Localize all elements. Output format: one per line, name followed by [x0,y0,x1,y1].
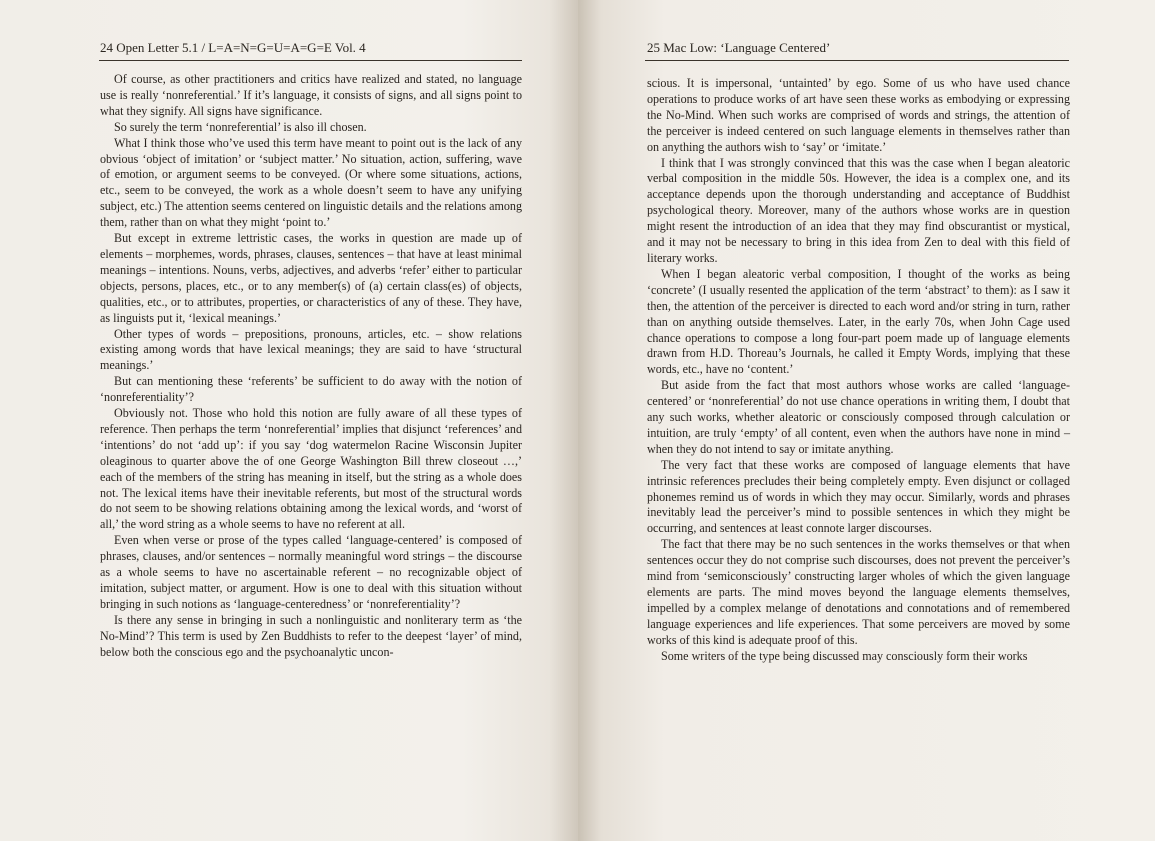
paragraph: But except in extreme lettristic cases, the works in question are made up of elements – morphemes, words, phrases, clauses, sentences – that have at least minimal meanings – intentions. Nouns, verbs, adjectives, and adverbs ‘refer’ either to particular objects, persons, places, etc., or to any member(s) of (a) certain class(es) of objects, qualities, etc., or to attributes, properties, or characteristics of any of these. They have, as linguists put it, ‘lexical meanings.’ [100,231,522,325]
left-page-body [100,72,522,661]
paragraph: But aside from the fact that most authors whose works are called ‘language-centered’ or ‘nonreferential’ do not use chance operations in writing them, I doubt that any such works, whether aleatoric or consciously composed through calculation or intuition, are truly ‘empty’ of all content, even when the authors have none in mind – when they do not intend to say or imitate anything. [647,378,1070,456]
paragraph: scious. It is impersonal, ‘untainted’ by ego. Some of us who have used chance operations to produce works of art have seen these works as embodying or expressing the No-Mind. When such works are comprised of words and strings, the attention of the perceiver is indeed centered on such language elements in themselves rather than on anything the authors wish to ‘say’ or ‘imitate.’ [647,76,1070,154]
paragraph: Is there any sense in bringing in such a nonlinguistic and nonliterary term as ‘the No-Mind’? This term is used by Zen Buddhists to refer to the deepest ‘layer’ of mind, below both the conscious ego and the psychoanalytic uncon- [100,612,522,659]
paragraph: So surely the term ‘nonreferential’ is also ill chosen. [114,119,367,134]
paragraph: I think that I was strongly convinced that this was the case when I began aleatoric verbal composition in the middle 50s. However, the idea is a complex one, and its acceptance depends upon the thorough understanding and acceptance of Buddhist psychological theory. Moreover, many of the authors whose works are in question might resent the introduction of an idea that they may find obscurantist or mystical, and it may not be necessary to bring in this idea from Zen to deal with this field of literary works. [647,155,1070,265]
paragraph: Other types of words – prepositions, pronouns, articles, etc. – show relations existing among words that have lexical meanings; they are said to have ‘structural meanings.’ [100,326,522,373]
paragraph: The fact that there may be no such sentences in the works themselves or that when sentences occur they do not comprise such discourses, does not prevent the perceiver’s mind from ‘semiconsciously’ constructing larger wholes of which the given language elements are parts. The mind moves beyond the language elements themselves, impelled by a complex melange of denotations and connotations and of remembered language experiences and life experiences. That some perceivers are moved by some works of this kind is adequate proof of this. [647,537,1070,647]
paragraph: What I think those who’ve used this term have meant to point out is the lack of any obvious ‘object of imitation’ or ‘subject matter.’ No situation, action, suffering, wave of emotion, or argument seems to be conveyed. (Or where some situations, actions, etc., seem to be conveyed, the work as a whole doesn’t seem to have any unifying subject, etc.) The attention seems centered on linguistic details and the relations among them, rather than on what they might ‘point to.’ [100,135,522,230]
paragraph: Obviously not. Those who hold this notion are fully aware of all these types of reference. Then perhaps the term ‘nonreferential’ implies that disjunct ‘references’ and ‘intentions’ do not ‘add up’: if you say ‘dog watermelon Racine Wisconsin Jupiter oleaginous to quarter above the of one George Washington Bill threw closeout …,’ each of the members of the string has meaning in itself, but the string as a whole does not. The lexical items have their inevitable referents, but most of the structural words do not seem to be showing relations obtaining among the lexical words, and ‘worst of all,’ the word string as a whole seems to have no referent at all. [100,406,522,532]
paragraph: Of course, as other practitioners and critics have realized and stated, no language use is really ‘nonreferential.’ If it’s language, it consists of signs, and all signs point to what they signify. All signs have significance. [100,72,522,118]
paragraph: Some writers of the type being discussed may consciously form their works [661,648,1028,663]
paragraph: Even when verse or prose of the types called ‘language-centered’ is composed of phrases, clauses, and/or sentences – normally meaningful word strings – the discourse as a whole seems to have no ascertainable referent – no recognizable object of imitation, subject matter, or argument. How is one to deal with this situation without bringing in such notions as ‘language-centeredness’ or ‘nonreferentiality’? [100,533,522,611]
paragraph: The very fact that these works are composed of language elements that have intrinsic references precludes their being completely empty. Even disjunct or collaged phonemes remind us of words in which they may occur. Similarly, words and phrases inevitably lead the perceiver’s mind to possible sentences in which they might be occurring, and sentences at least connote larger discourses. [647,457,1070,536]
paragraph: When I began aleatoric verbal composition, I thought of the works as being ‘concrete’ (I usually resented the application of the term ‘abstract’ to them): as I saw it then, the attention of the perceiver is directed to each word and/or string in turn, rather than on anything outside themselves. Later, in the early 70s, when John Cage used chance operations to compose a long four-part poem made up of language elements drawn from H.D. Thoreau’s Journals, he called it Empty Words, implying that these words, etc., have no ‘content.’ [647,266,1070,377]
right-page [578,0,1155,841]
left-header-rule [99,60,522,61]
right-header-rule [645,60,1069,61]
left-running-head: 24 Open Letter 5.1 / L=A=N=G=U=A=G=E Vol. 4 [100,40,366,55]
paragraph: But can mentioning these ‘referents’ be sufficient to do away with the notion of ‘nonreferentiality’? [100,374,522,405]
right-page-body [647,76,1070,665]
right-running-head: 25 Mac Low: ‘Language Centered’ [647,40,831,55]
